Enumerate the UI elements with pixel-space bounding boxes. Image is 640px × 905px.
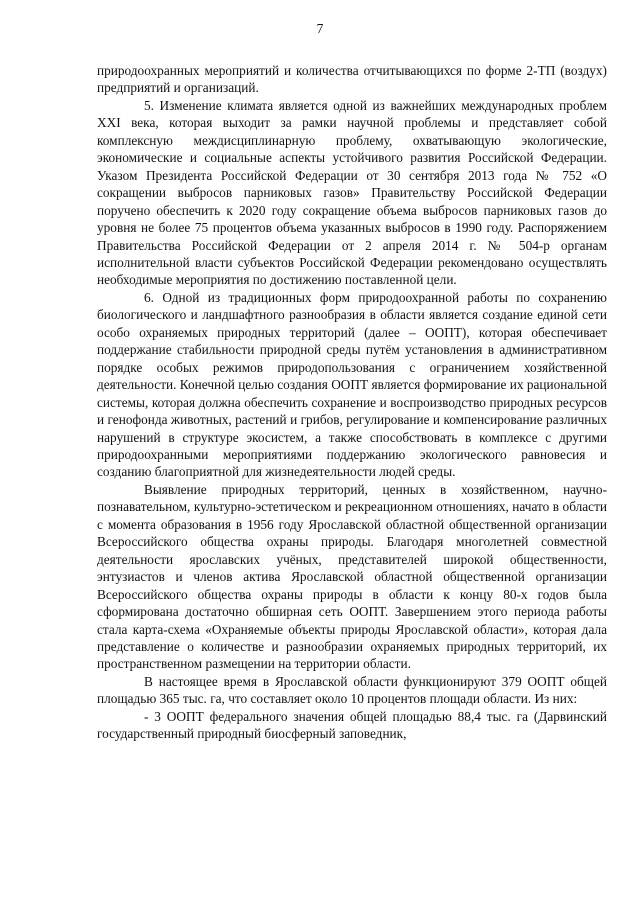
paragraph-current-status: В настоящее время в Ярославской области функционируют 379 ООПТ общей площадью 365 тыс. га, что составляет около 10 процентов площади области. Из них:: [97, 673, 607, 707]
list-item-federal: - 3 ООПТ федерального значения общей площадью 88,4 тыс. га (Дарвинский государственный природный биосферный заповедник,: [97, 708, 607, 742]
paragraph-climate-change: 5. Изменение климата является одной из важнейших международных проблем XXI века, которая выходит за рамки научной проблемы и представляет собой комплексную междисциплинарную проблему, охватывающую экологические, экономические и социальные аспекты устойчивого развития Российской Федерации. Указом Президента Российской Федерации от 30 сентября 2013 года № 752 «О сокращении выбросов парниковых газов» Правительству Российской Федерации поручено обеспечить к 2020 году сокращение объема выбросов парниковых газов до уровня не более 75 процентов объема указанных выбросов в 1990 году. Распоряжением Правительства Российской Федерации от 2 апреля 2014 г. № 504-р органам исполнительной власти субъектов Российской Федерации рекомендовано осуществлять необходимые мероприятия по достижению поставленной цели.: [97, 97, 607, 288]
paragraph-continuation: природоохранных мероприятий и количества отчитывающихся по форме 2-ТП (воздух) предприятий и организаций.: [97, 63, 607, 96]
page-number: 7: [316, 21, 324, 36]
document-body: [97, 62, 607, 743]
paragraph-protected-areas: 6. Одной из традиционных форм природоохранной работы по сохранению биологического и ландшафтного разнообразия в области является создание единой сети особо охраняемых природных территорий (далее – ООПТ), которая обеспечивает поддержание стабильности природной среды путём установления в административном порядке особых режимов природопользования с ограничением хозяйственной деятельности. Конечной целью создания ООПТ является формирование их рациональной системы, которая должна обеспечить сохранение и воспроизводство природных ресурсов и генофонда животных, растений и грибов, регулирование и компенсирование различных нарушений в структуре экосистем, а также способствовать в комплексе с другими природоохранными мероприятиями поддержанию экологического равновесия и созданию благоприятной для жизнедеятельности людей среды.: [97, 289, 607, 480]
paragraph-history: Выявление природных территорий, ценных в хозяйственном, научно-познавательном, культурно-эстетическом и рекреационном отношениях, начато в области с момента образования в 1956 году Ярославской областной общественной организации Всероссийского общества охраны природы. Благодаря многолетней совместной деятельности ярославских учёных, представителей широкой общественности, энтузиастов и членов актива Ярославской областной общественной организации Всероссийского общества охраны природы в области к концу 80-х годов была сформирована достаточно обширная сеть ООПТ. Завершением этого периода работы стала карта-схема «Охраняемые объекты природы Ярославской области», которая дала представление о количестве и разнообразии охраняемых природных территорий, их пространственном размещении на территории области.: [97, 481, 607, 672]
